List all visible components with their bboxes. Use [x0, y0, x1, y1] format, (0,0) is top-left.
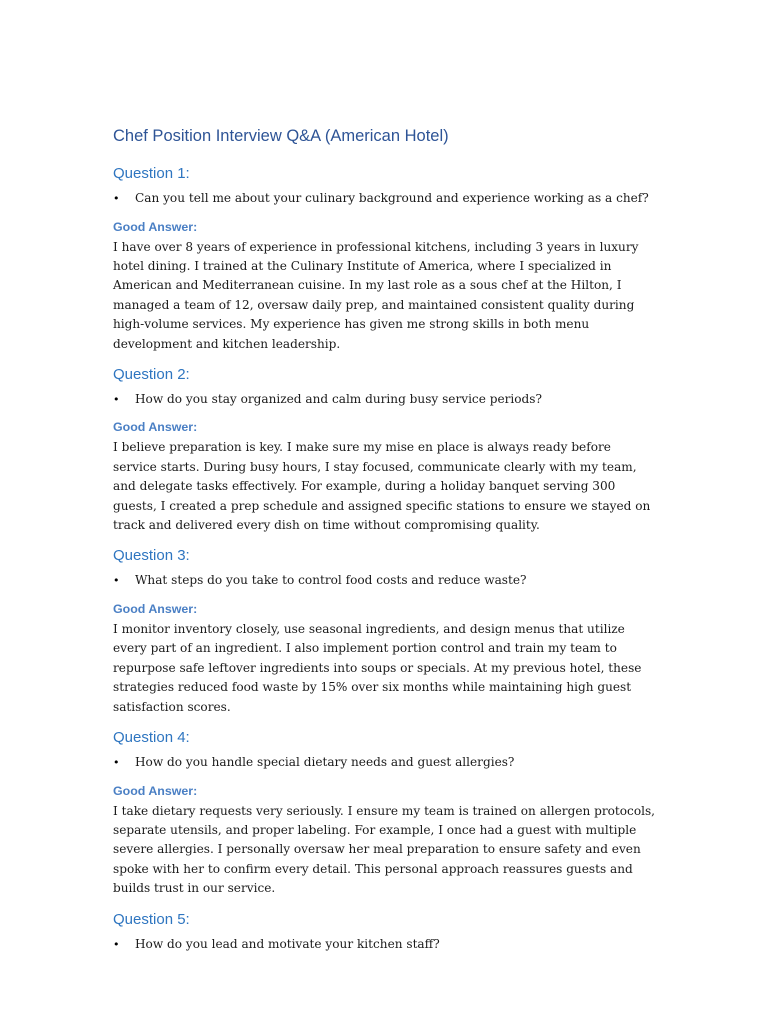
question-heading: Question 3: — [113, 547, 190, 565]
bullet-icon: • — [113, 392, 120, 406]
answer-label: Good Answer: — [113, 219, 198, 234]
question-text: How do you lead and motivate your kitchen staff? — [135, 936, 440, 951]
document-page — [113, 124, 658, 963]
question-bullet-row — [113, 935, 658, 955]
answer-text: I have over 8 years of experience in professional kitchens, including 3 years in luxury hotel dining. I trained at the Culinary Institute of America, where I specialized in American and Mediterranean cuisine. In my last role as a sous chef at the Hilton, I managed a team of 12, oversaw daily prep, and maintained consistent quality during high-volume services. My experience has given me strong skills in both menu development and kitchen leadership. — [113, 239, 639, 351]
qa-item-5 — [113, 909, 658, 955]
document-title: Chef Position Interview Q&A (American Hotel) — [113, 127, 449, 145]
bullet-icon: • — [113, 937, 120, 951]
qa-item-3 — [113, 545, 658, 717]
question-text: What steps do you take to control food costs and reduce waste? — [135, 573, 527, 588]
bullet-icon: • — [113, 756, 120, 769]
qa-item-1 — [113, 163, 658, 354]
answer-label: Good Answer: — [113, 601, 198, 616]
answer-text: I monitor inventory closely, use seasonal ingredients, and design menus that utilize every part of an ingredient. I also implement portion control and train my team to repurpose safe leftover ingredients into soups or specials. At my previous hotel, these strategies reduced food waste by 15% over six months while maintaining high guest satisfaction scores. — [113, 621, 642, 714]
question-text: How do you stay organized and calm during busy service periods? — [135, 391, 542, 406]
question-bullet-row — [113, 189, 658, 209]
answer-text: I believe preparation is key. I make sure my mise en place is always ready before service starts. During busy hours, I stay focused, communicate clearly with my team, and delegate tasks effectively. For example, during a holiday banquet serving 300 guests, I created a prep schedule and assigned specific stations to ensure we stayed on track and delivered every dish on time without compromising quality. — [113, 440, 651, 533]
question-text: How do you handle special dietary needs and guest allergies? — [135, 755, 515, 769]
qa-item-2 — [113, 364, 658, 536]
answer-text: I take dietary requests very seriously. I ensure my team is trained on allergen protocols, separate utensils, and proper labeling. For example, I once had a guest with multiple severe allergies. I personally oversaw her meal preparation to ensure safety and even spoke with her to confirm every detail. This personal approach reassures guests and builds trust in our service. — [113, 803, 656, 896]
question-text: Can you tell me about your culinary background and experience working as a chef? — [135, 191, 649, 205]
question-heading: Question 5: — [113, 910, 190, 928]
question-heading: Question 2: — [113, 365, 190, 383]
answer-label: Good Answer: — [113, 420, 198, 435]
question-heading: Question 4: — [113, 729, 190, 746]
bullet-icon: • — [113, 574, 120, 588]
question-heading: Question 1: — [113, 165, 190, 182]
qa-item-4 — [113, 727, 658, 899]
answer-label: Good Answer: — [113, 783, 198, 798]
question-bullet-row — [113, 753, 658, 773]
question-bullet-row — [113, 390, 658, 410]
question-bullet-row — [113, 571, 658, 591]
bullet-icon: • — [113, 192, 120, 205]
